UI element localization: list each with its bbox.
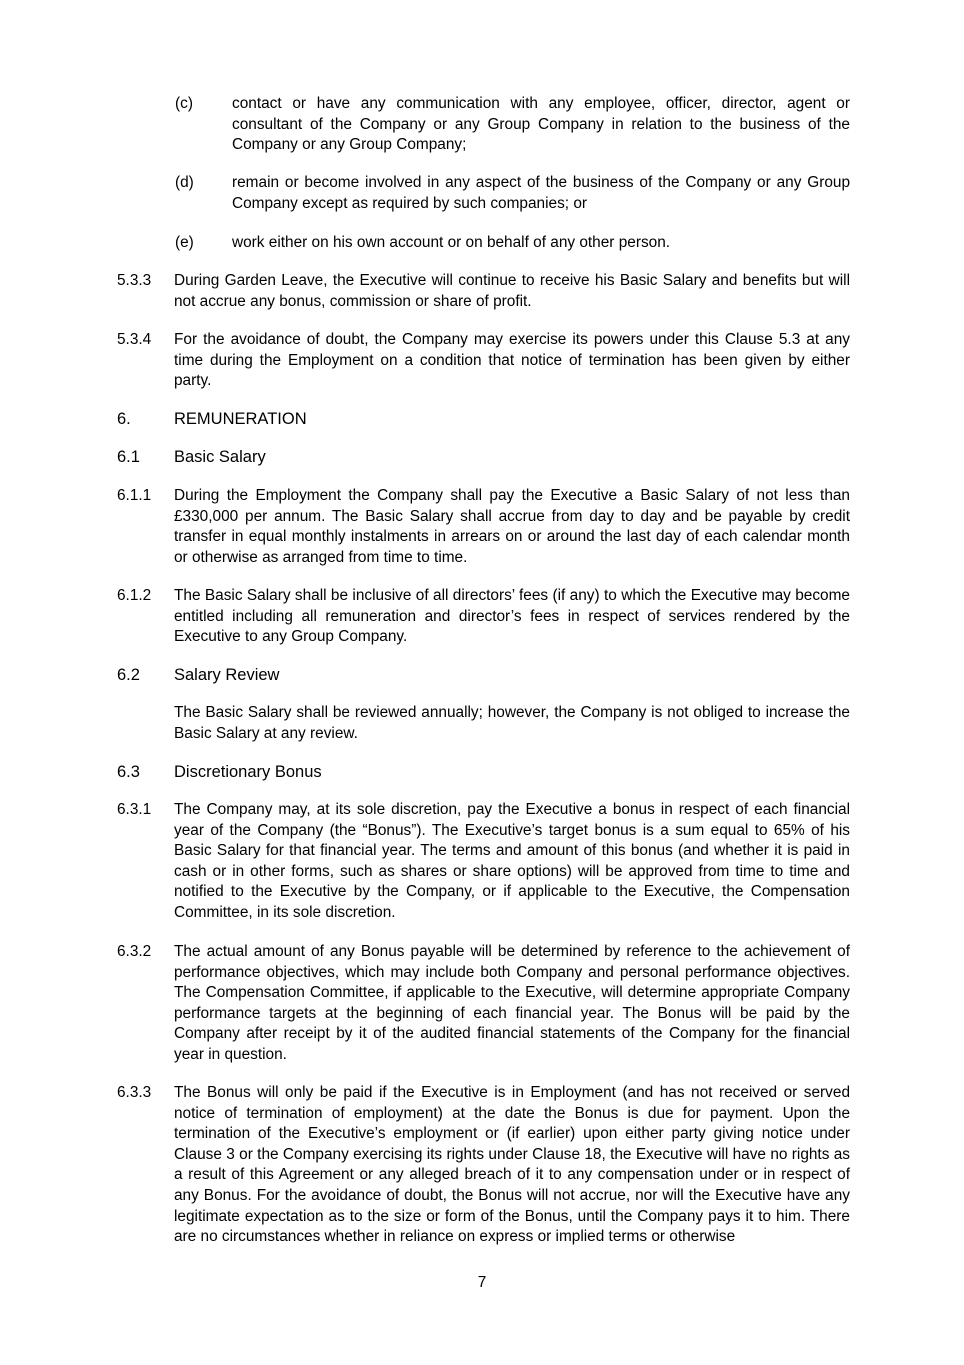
page-number: 7 [477, 1274, 487, 1291]
clause-text: The Basic Salary shall be inclusive of all directors’ fees (if any) to which the Executive may become entitled including all remuneration and director’s fees in respect of services rendered by the Executive to any Group Company. [174, 587, 850, 646]
clause-number: 6.3.3 [117, 1084, 152, 1101]
section-title: Salary Review [174, 666, 280, 684]
section-title: Discretionary Bonus [174, 763, 322, 781]
clause-number: 6.1.1 [117, 487, 152, 504]
subclause-label: (c) [175, 95, 193, 112]
clause-number: 6.3.2 [117, 943, 152, 960]
clause-text: The actual amount of any Bonus payable will be determined by reference to the achievement of performance objectives, which may include both Company and personal performance objectives. The Compensation Committee, if applicable to the Executive, will determine appropriate Company performance targets at the beginning of each financial year. The Bonus will be paid by the Company after receipt by it of the audited financial statements of the Company for the financial year in question. [174, 943, 850, 1063]
clause-text: The Basic Salary shall be reviewed annually; however, the Company is not obliged to increase the Basic Salary at any review. [174, 704, 850, 742]
clause-text: For the avoidance of doubt, the Company may exercise its powers under this Clause 5.3 at any time during the Employment on a condition that notice of termination has been given by either party. [174, 331, 850, 390]
subclause-text: work either on his own account or on behalf of any other person. [232, 234, 671, 251]
section-number: 6.1 [117, 448, 140, 466]
clause-text: During Garden Leave, the Executive will continue to receive his Basic Salary and benefits but will not accrue any bonus, commission or share of profit. [174, 272, 850, 310]
section-number: 6.3 [117, 763, 140, 781]
subclause-label: (d) [175, 174, 194, 191]
clause-number: 6.1.2 [117, 587, 152, 604]
clause-text: During the Employment the Company shall pay the Executive a Basic Salary of not less than £330,000 per annum. The Basic Salary shall accrue from day to day and be payable by credit transfer in equal monthly instalments in arrears on or around the last day of each calendar month or otherwise as arranged from time to time. [174, 487, 850, 566]
clause-number: 6.3.1 [117, 801, 152, 818]
subclause-text: remain or become involved in any aspect of the business of the Company or any Group Company except as required by such companies; or [232, 174, 850, 212]
clause-number: 5.3.3 [117, 272, 152, 289]
clause-text: The Bonus will only be paid if the Executive is in Employment (and has not received or served notice of termination of employment) at the date the Bonus is due for payment. Upon the termination of the Executive’s employment or (if earlier) upon either party giving notice under Clause 3 or the Company exercising its rights under Clause 18, the Executive will have no rights as a result of this Agreement or any alleged breach of it to any compensation under or in respect of any Bonus. For the avoidance of doubt, the Bonus will not accrue, nor will the Executive have any legitimate expectation as to the size or form of the Bonus, until the Company pays it to him. There are no circumstances whether in reliance on express or implied terms or otherwise [174, 1084, 850, 1246]
clause-number: 5.3.4 [117, 331, 152, 348]
section-number: 6. [117, 410, 131, 428]
section-number: 6.2 [117, 666, 140, 684]
subclause-text: contact or have any communication with any employee, officer, director, agent or consultant of the Company or any Group Company in relation to the business of the Company or any Group Company; [232, 95, 850, 154]
section-title: Basic Salary [174, 448, 266, 466]
subclause-label: (e) [175, 234, 194, 251]
section-title: REMUNERATION [174, 410, 307, 428]
clause-text: The Company may, at its sole discretion, pay the Executive a bonus in respect of each financial year of the Company (the “Bonus”). The Executive’s target bonus is a sum equal to 65% of his Basic Salary for that financial year. The terms and amount of this bonus (and whether it is paid in cash or in other forms, such as shares or share options) will be approved from time to time and notified to the Executive by the Company, or if applicable to the Executive, the Compensation Committee, in its sole discretion. [174, 801, 850, 921]
